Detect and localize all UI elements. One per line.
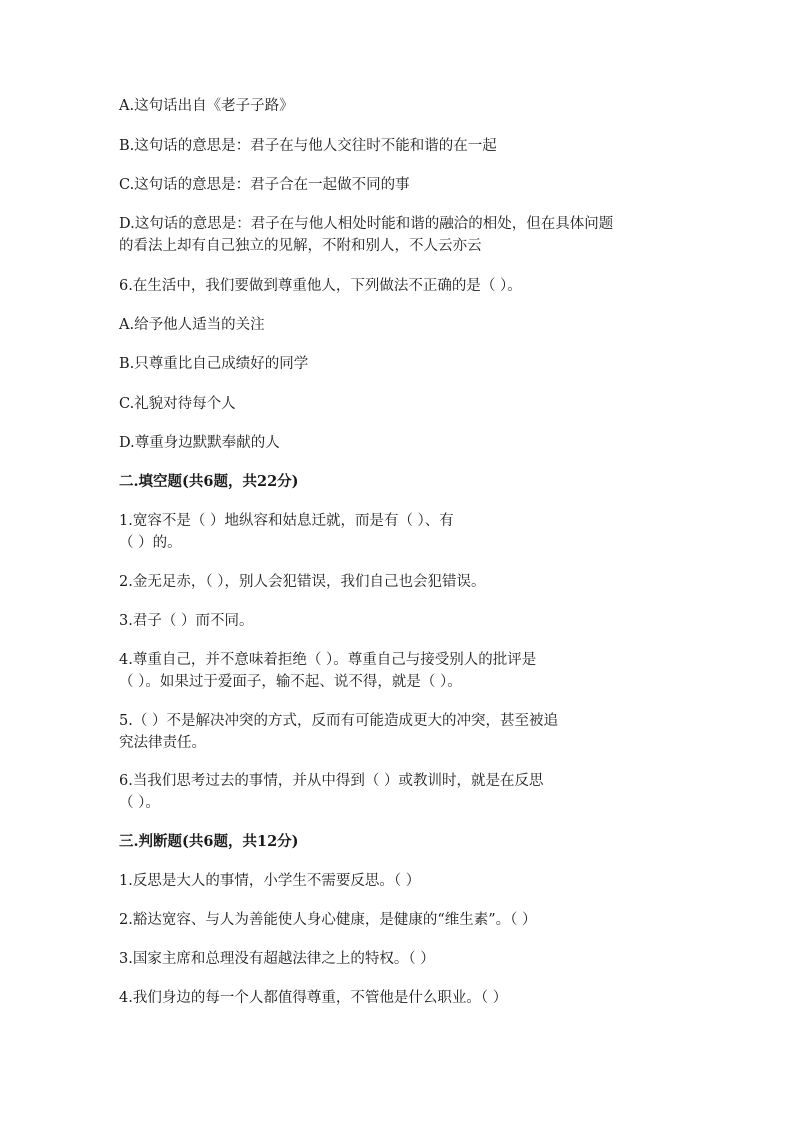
q5-option-b: B.这句话的意思是：君子在与他人交往时不能和谐的在一起 bbox=[119, 138, 497, 154]
q5-option-c: C.这句话的意思是：君子合在一起做不同的事 bbox=[119, 177, 410, 193]
q5-option-a: A.这句话出自《老子子路》 bbox=[119, 98, 294, 114]
q5-option-d-line2: 的看法上却有自己独立的见解，不附和别人，不人云亦云 bbox=[119, 238, 482, 254]
q6-stem: 6.在生活中，我们要做到尊重他人，下列做法不正确的是（ ）。 bbox=[119, 278, 522, 294]
judge-q1: 1.反思是大人的事情，小学生不需要反思。（ ） bbox=[119, 873, 421, 889]
q5-option-d-line1: D.这句话的意思是：君子在与他人相处时能和谐的融洽的相处，但在具体问题 bbox=[119, 216, 614, 232]
fill-q1-line2: （ ）的。 bbox=[119, 535, 182, 551]
section-true-false-title: 三.判断题(共6题，共12分) bbox=[119, 833, 299, 850]
fill-q1-line1: 1.宽容不是（ ）地纵容和姑息迁就，而是有（ ）、有 bbox=[119, 513, 454, 529]
fill-q6-line2: （ ）。 bbox=[119, 795, 160, 811]
fill-q5-line1: 5.（ ）不是解决冲突的方式，反而有可能造成更大的冲突，甚至被追 bbox=[119, 713, 558, 729]
fill-q6-line1: 6.当我们思考过去的事情，并从中得到（ ）或教训时，就是在反思 bbox=[119, 773, 544, 789]
judge-q4: 4.我们身边的每一个人都值得尊重，不管他是什么职业。（ ） bbox=[119, 990, 508, 1006]
section-fill-blank-title: 二.填空题(共6题，共22分) bbox=[119, 473, 299, 490]
fill-q4-line2: （ ）。如果过于爱面子，输不起、说不得，就是（ ）。 bbox=[119, 674, 462, 690]
q6-option-d: D.尊重身边默默奉献的人 bbox=[119, 435, 280, 451]
fill-q2: 2.金无足赤，（ ），别人会犯错误，我们自己也会犯错误。 bbox=[119, 574, 486, 590]
judge-q3: 3.国家主席和总理没有超越法律之上的特权。（ ） bbox=[119, 951, 435, 967]
fill-q5-line2: 究法律责任。 bbox=[119, 735, 206, 751]
q6-option-b: B.只尊重比自己成绩好的同学 bbox=[119, 356, 309, 372]
judge-q2: 2.豁达宽容、与人为善能使人身心健康，是健康的“维生素”。（ ） bbox=[119, 912, 537, 928]
fill-q3: 3.君子（ ）而不同。 bbox=[119, 613, 254, 629]
fill-q4-line1: 4.尊重自己，并不意味着拒绝（ ）。尊重自己与接受别人的批评是 bbox=[119, 652, 537, 668]
q6-option-c: C.礼貌对待每个人 bbox=[119, 396, 236, 412]
q6-option-a: A.给予他人适当的关注 bbox=[119, 317, 265, 333]
